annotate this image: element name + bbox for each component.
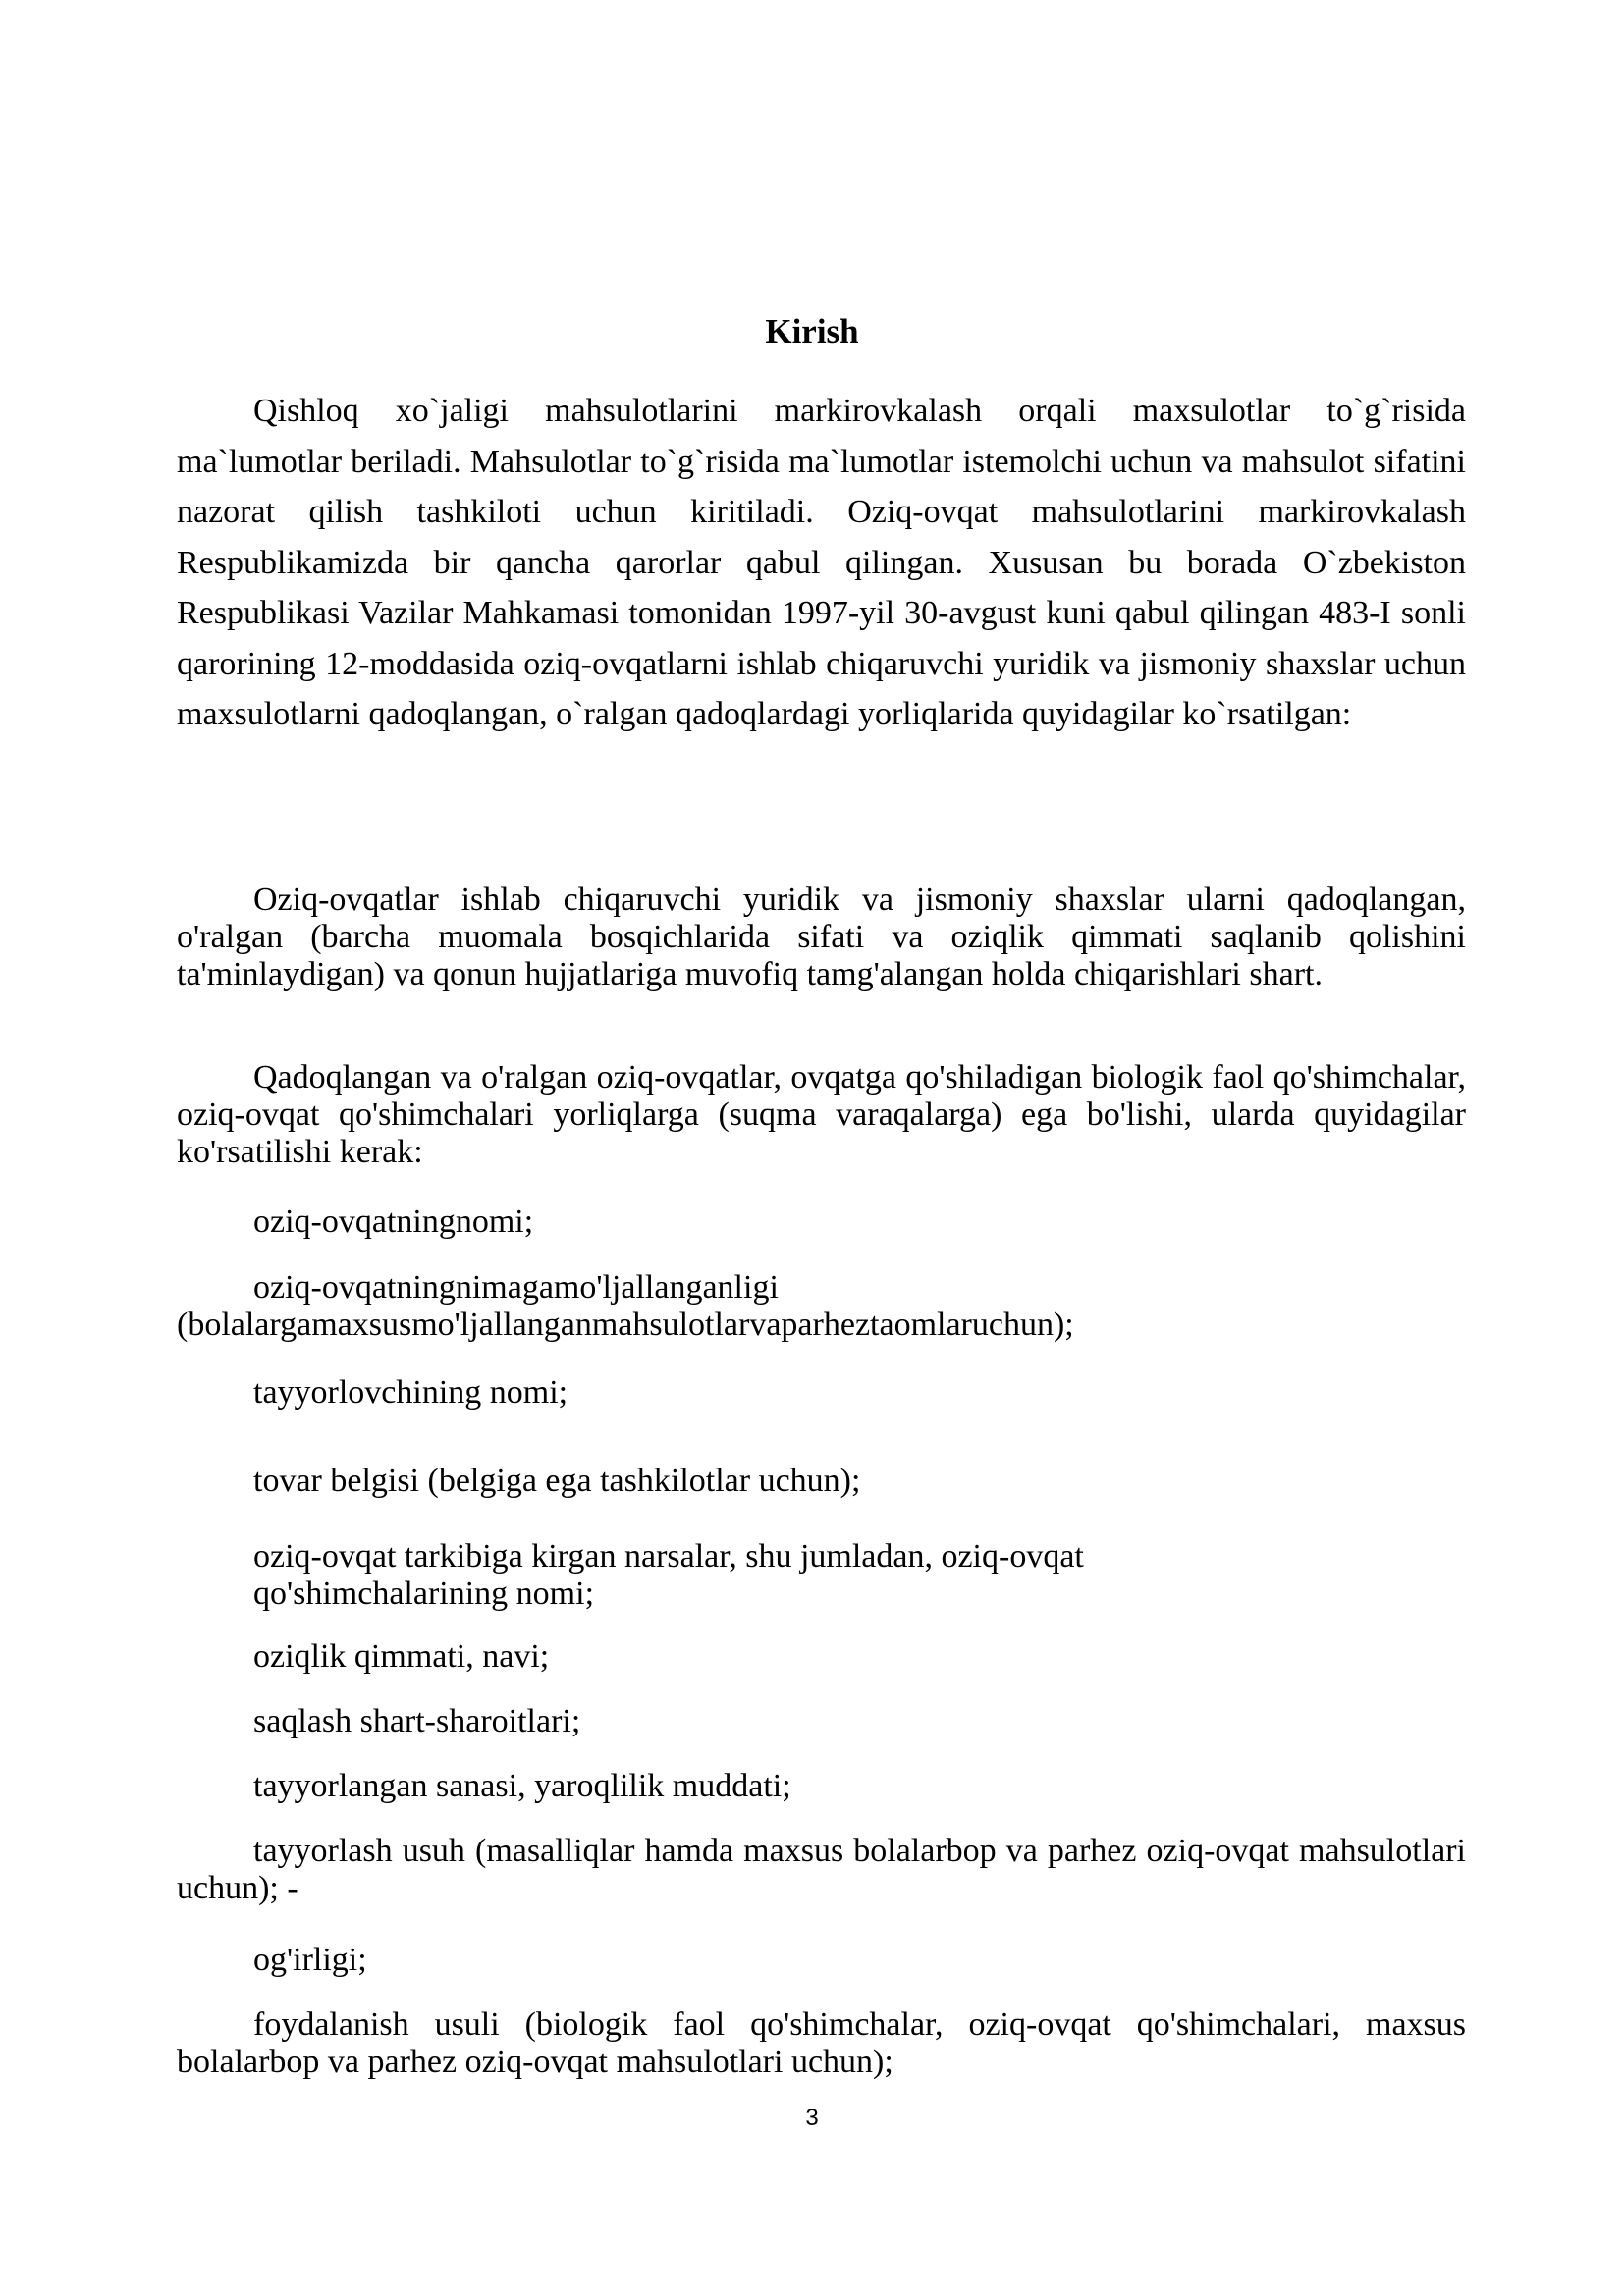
list-item: tayyorlash usuh (masalliqlar hamda maxsus bolalarbop va parhez oziq-ovqat mahsulotlari uchun); - xyxy=(177,1833,1466,1906)
list-item: oziqlik qimmati, navi; xyxy=(253,1638,550,1675)
list-item: tayyorlovchining nomi; xyxy=(253,1374,568,1411)
list-item: saqlash shart-sharoitlari; xyxy=(253,1703,581,1739)
paragraph-labels: Qadoqlangan va o'ralgan oziq-ovqatlar, ovqatga qo'shiladigan biologik faol qo'shimchalar, oziq-ovqat qo'shimchalari yorliqlarga (suqma varaqalarga) ega bo'lishi, ularda quyidagilar ko'rsatilishi kerak: xyxy=(177,1059,1466,1170)
list-item-line: oziq-ovqat tarkibiga kirgan narsalar, shu jumladan, oziq-ovqat xyxy=(253,1538,1084,1575)
list-item: foydalanish usuli (biologik faol qo'shimchalar, oziq-ovqat qo'shimchalari, maxsus bolalarbop va parhez oziq-ovqat mahsulotlari uchun); xyxy=(177,2006,1466,2080)
list-item-line: oziq-ovqatningnimagamo'ljallanganligi xyxy=(253,1269,779,1306)
list-item: oziq-ovqatningnomi; xyxy=(253,1203,534,1240)
page-number: 3 xyxy=(805,2105,819,2131)
list-item: tovar belgisi (belgiga ega tashkilotlar uchun); xyxy=(253,1463,861,1499)
list-item xyxy=(177,1269,1466,1344)
list-item-line: qo'shimchalarining nomi; xyxy=(253,1575,595,1612)
page-title: Kirish xyxy=(765,312,859,350)
list-item: og'irligi; xyxy=(253,1942,367,1978)
paragraph-manufacturers: Oziq-ovqatlar ishlab chiqaruvchi yuridik va jismoniy shaxslar ularni qadoqlangan, o'ralgan (barcha muomala bosqichlarida sifati va oziqlik qimmati saqlanib qolishini ta'minlaydigan) va qonun hujjatlariga muvofiq tamg'alangan holda chiqarishlari shart. xyxy=(177,881,1466,992)
list-item xyxy=(177,1538,1466,1613)
list-item-line: (bolalargamaxsusmo'ljallanganmahsulotlarvaparheztaomlaruchun); xyxy=(177,1307,1074,1343)
list-item: tayyorlangan sanasi, yaroqlilik muddati; xyxy=(253,1768,791,1804)
intro-paragraph: Qishloq xo`jaligi mahsulotlarini markirovkalash orqali maxsulotlar to`g`risida ma`lumotlar beriladi. Mahsulotlar to`g`risida ma`lumotlar istemolchi uchun va mahsulot sifatini nazorat qilish tashkiloti uchun kiritiladi. Oziq-ovqat mahsulotlarini markirovkalash Respublikamizda bir qancha qarorlar qabul qilingan. Xususan bu borada O`zbekiston Respublikasi Vazilar Mahkamasi tomonidan 1997-yil 30-avgust kuni qabul qilingan 483-I sonli qarorining 12-moddasida oziq-ovqatlarni ishlab chiqaruvchi yuridik va jismoniy shaxslar uchun maxsulotlarni qadoqlangan, o`ralgan qadoqlardagi yorliqlarida quyidagilar ko`rsatilgan: xyxy=(177,393,1466,732)
